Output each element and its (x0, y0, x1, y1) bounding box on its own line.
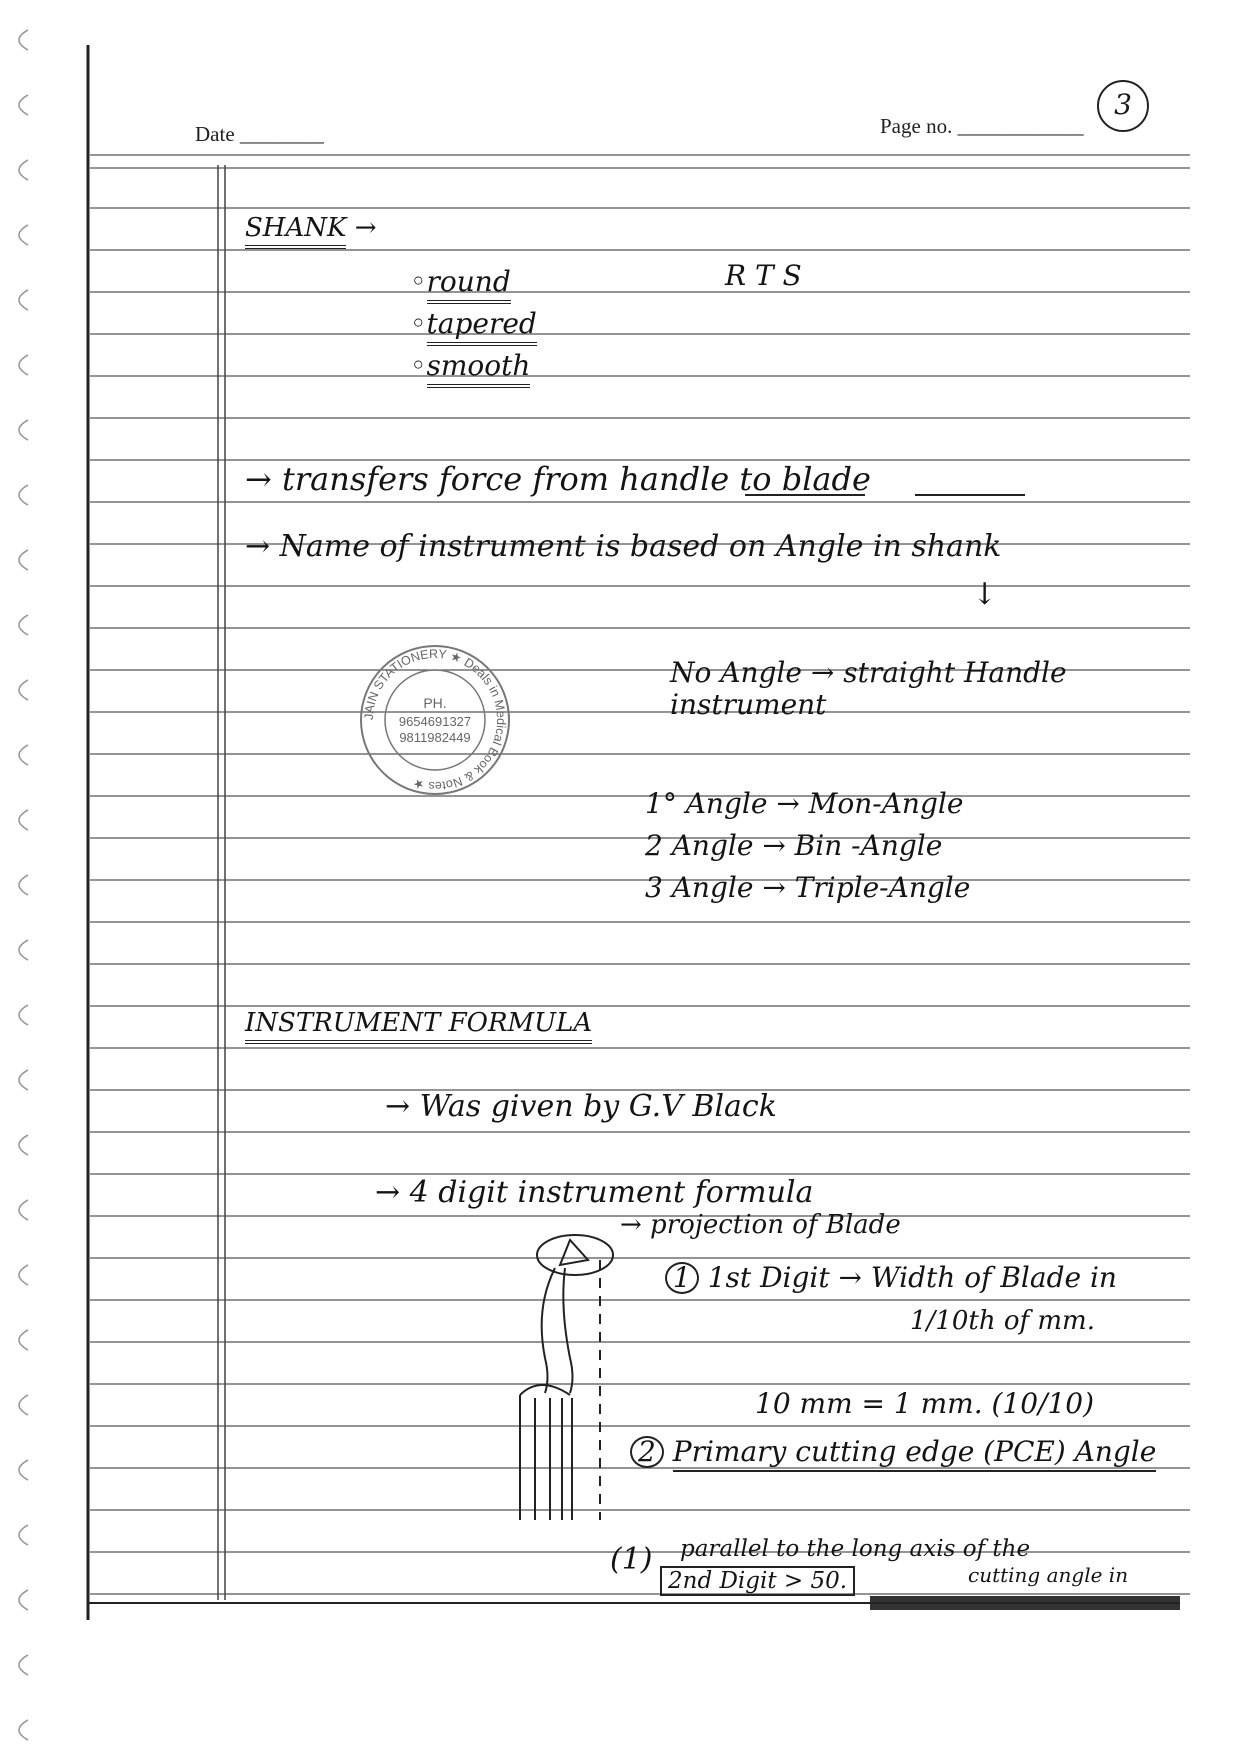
stamp-phone-2: 9811982449 (399, 730, 471, 745)
digit-1-cont: 1/10th of mm. (910, 1306, 1095, 1336)
no-angle-note: No Angle → straight Handle instrument (670, 656, 1067, 722)
formula-projection: → projection of Blade (620, 1210, 901, 1240)
section-heading-shank: SHANK → (245, 215, 377, 241)
conversion: 10 mm = 1 mm. (10/10) (755, 1387, 1095, 1420)
stamp-ring-text: JAIN STATIONERY ★ Deals in Medical Book & Notes ★ (361, 646, 509, 794)
digit-2: 2 Primary cutting edge (PCE) Angle (630, 1436, 1156, 1468)
stamp-ph: PH. (423, 695, 447, 711)
shank-bullet: ◦tapered (410, 310, 537, 338)
shank-emphasis (745, 478, 1045, 496)
date-label: Date ________ (195, 122, 324, 146)
ruled-lines (70, 0, 1190, 1755)
section-heading-formula: INSTRUMENT FORMULA (245, 1010, 592, 1036)
down-arrow: ↓ (972, 577, 998, 612)
bottom-line: parallel to the long axis of the (680, 1536, 1031, 1562)
angle-item: 2 Angle → Bin -Angle (645, 829, 943, 862)
shop-stamp (355, 640, 515, 800)
bottom-box: 2nd Digit > 50. (660, 1570, 855, 1593)
formula-given-by: → Was given by G.V Black (385, 1089, 777, 1124)
shank-bullet: ◦smooth (410, 352, 530, 380)
spiral-binding (0, 0, 40, 1755)
angle-item: 1° Angle → Mon-Angle (645, 787, 964, 820)
shank-note-transfers: → transfers force from handle to blade (245, 460, 871, 498)
bottom-marker: (1) (610, 1542, 653, 1577)
shank-note-name: → Name of instrument is based on Angle in shank (245, 529, 1002, 564)
page-number: 3 (1097, 80, 1149, 132)
stamp-phone-1: 9654691327 (398, 714, 472, 729)
angle-item: 3 Angle → Triple-Angle (645, 871, 971, 904)
digit-1: 1 1st Digit → Width of Blade in (665, 1262, 1117, 1294)
instrument-sketch (500, 1230, 620, 1530)
shank-bullet: ◦round (410, 268, 511, 296)
page-no-label: Page no. ____________ (880, 114, 1084, 138)
shank-side-note: R T S (725, 259, 802, 292)
bottom-tail: cutting angle in (968, 1563, 1129, 1587)
formula-four-digit: → 4 digit instrument formula (375, 1175, 814, 1210)
